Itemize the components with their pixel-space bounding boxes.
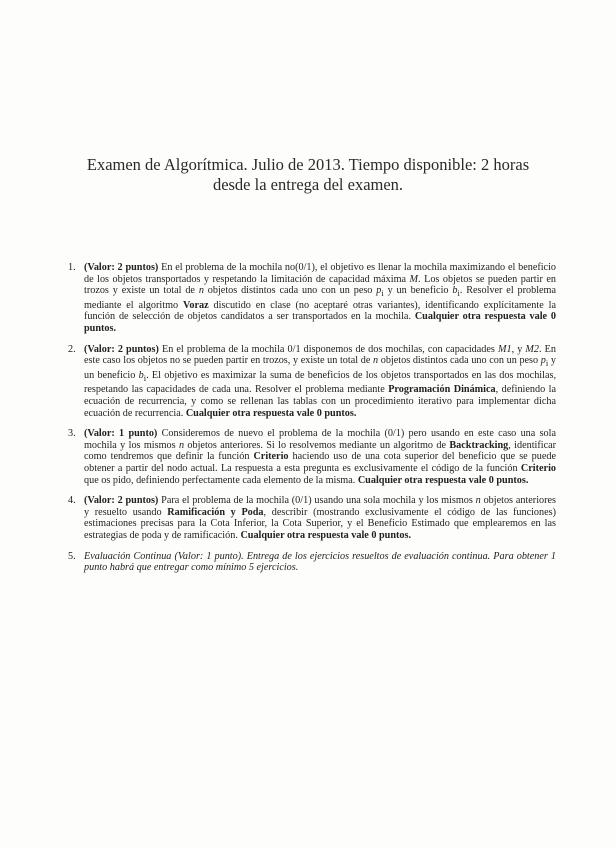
- question-1: 1. (Valor: 2 puntos) En el problema de la mochila no(0/1), el objetivo es llenar la mochila maximizando el beneficio de los objetos transportados y respetando la limitación de capacidad máxima M. Los objetos se pueden partir en trozos y existe un total de n objetos distintos cada uno con un peso $p_i$ y un beneficio $b_i$. Resolver el problema mediante el algoritmo Voraz discutido en clase (no aceptaré otras variantes), identificando explícitamente la función de selección de objetos candidatos a ser transportados en la mochila. Cualquier otra respuesta vale 0 puntos.: [68, 262, 557, 334]
- question-value: (Valor: 1 punto): [84, 428, 158, 440]
- question-value: (Valor: 2 puntos): [84, 495, 159, 507]
- exam-title-line-2: desde la entrega del examen.: [212, 175, 404, 194]
- question-note: Cualquier otra respuesta vale 0 puntos.: [240, 529, 411, 541]
- question-note: Cualquier otra respuesta vale 0 puntos.: [84, 311, 556, 334]
- question-note: Cualquier otra respuesta vale 0 puntos.: [357, 474, 529, 486]
- question-value: (Valor: 2 puntos): [84, 262, 159, 273]
- question-number: 3.: [68, 428, 76, 440]
- question-2: 2. (Valor: 2 puntos) En el problema de la mochila 0/1 disponemos de dos mochilas, con capacidades M1, y M2. En este caso los objetos no se pueden partir en trozos, y existe un total de n objetos distintos cada uno con un peso $p_i$ y un beneficio $b_i$. El objetivo es maximizar la suma de beneficios de los objetos transportados en las dos mochilas, respetando las capacidades de cada una. Resolver el problema mediante Programación Dinámica, definiendo la ecuación de recurrencia, y como se rellenan las tablas con un procedimiento iterativo para implementar dicha ecuación de recurrencia. Cualquier otra respuesta vale 0 puntos.: [68, 343, 557, 419]
- exam-title: [40, 155, 576, 195]
- question-number: 4.: [68, 495, 76, 507]
- question-4: 4. (Valor: 2 puntos) Para el problema de la mochila (0/1) usando una sola mochila y los mismos n objetos anteriores y resuelto usando Ramificación y Poda, describir (mostrando exclusivamente el código de las funciones) estimaciones precisas para la Cota Inferior, la Cota Superior, y el Beneficio Estimado que emplearemos en las estrategias de poda y de ramificación. Cualquier otra respuesta vale 0 puntos.: [68, 495, 557, 541]
- question-note: Cualquier otra respuesta vale 0 puntos.: [185, 407, 357, 419]
- question-value: (Valor: 2 puntos): [84, 343, 159, 355]
- question-number: 1.: [68, 262, 76, 273]
- question-number: 2.: [68, 343, 76, 355]
- exam-title-line-1: Examen de Algorítmica. Julio de 2013. Tiempo disponible: 2 horas: [86, 155, 530, 174]
- question-3: 3. (Valor: 1 punto) Consideremos de nuevo el problema de la mochila (0/1) pero usando en este caso una sola mochila y los mismos n objetos anteriores. Si lo resolvemos mediante un algoritmo de Backtracking, identificar como tendremos que definir la función Criterio haciendo uso de una cota superior del beneficio que se puede obtener a partir del nodo actual. La respuesta a esta pregunta es exclusivamente el código de la función Criterio que os pido, definiendo perfectamente cada elemento de la misma. Cualquier otra respuesta vale 0 puntos.: [68, 428, 557, 486]
- question-number: 5.: [68, 550, 76, 562]
- question-5: 5. Evaluación Continua (Valor: 1 punto). Entrega de los ejercicios resueltos de evaluación continua. Para obtener 1 punto habrá que entregar como mínimo 5 ejercicios.: [68, 550, 556, 574]
- question-list: [68, 262, 557, 583]
